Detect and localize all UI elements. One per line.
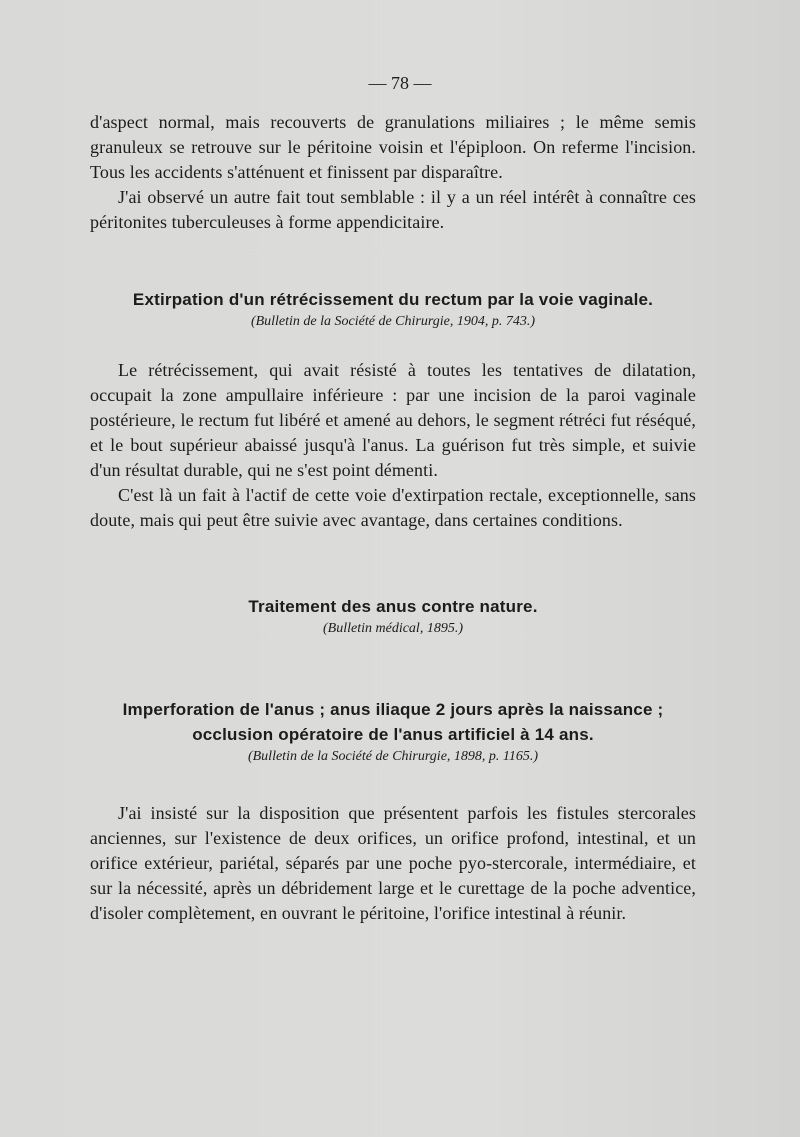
paragraph: Le rétrécissement, qui avait résisté à toutes les tentatives de dilatation, occupait la zone ampullaire inférieure : par une incision de la paroi vaginale postérieure, le rectum fut libéré et amené au dehors, le segment rétréci fut réséqué, et le bout supérieur abaissé jusqu'à l'anus. La guérison fut très simple, et suivie d'un résultat durable, qui ne s'est point démenti. [90, 360, 696, 480]
section-title: Traitement des anus contre nature. [248, 597, 538, 616]
page-number: — 78 — [368, 73, 432, 93]
section-imperforation [90, 697, 696, 926]
paragraph: d'aspect normal, mais recouverts de granulations miliaires ; le même semis granuleux se retrouve sur le péritoine voisin et l'épiploon. On referme l'incision. Tous les accidents s'atténuent et finissent par disparaître. [90, 112, 696, 182]
paragraph: J'ai insisté sur la disposition que présentent parfois les fistules stercorales anciennes, sur l'existence de deux orifices, un orifice profond, intestinal, et un orifice extérieur, pariétal, séparés par une poche pyo-stercorale, intermédiaire, et sur la nécessité, après un débridement large et le curettage de la poche adventice, d'isoler complètement, en ouvrant le péritoine, l'orifice intestinal à réunir. [90, 803, 696, 923]
paragraph: J'ai observé un autre fait tout semblable : il y a un réel intérêt à connaître ces péritonites tuberculeuses à forme appendicitaire. [90, 187, 696, 232]
section-rectum [90, 287, 696, 533]
section-reference: (Bulletin médical, 1895.) [323, 621, 463, 636]
section-title: Extirpation d'un rétrécissement du rectum par la voie vaginale. [132, 290, 654, 309]
paragraph: C'est là un fait à l'actif de cette voie d'extirpation rectale, exceptionnelle, sans doute, mais qui peut être suivie avec avantage, dans certaines conditions. [90, 485, 696, 530]
section-anus-contre-nature [90, 594, 696, 639]
section-reference: (Bulletin de la Société de Chirurgie, 1898, p. 1165.) [247, 749, 539, 764]
section-reference: (Bulletin de la Société de Chirurgie, 1904, p. 743.) [250, 314, 536, 329]
intro-section [90, 110, 696, 235]
section-title: Imperforation de l'anus ; anus iliaque 2 jours après la naissance ; occlusion opératoire de l'anus artificiel à 14 ans. [122, 700, 664, 744]
